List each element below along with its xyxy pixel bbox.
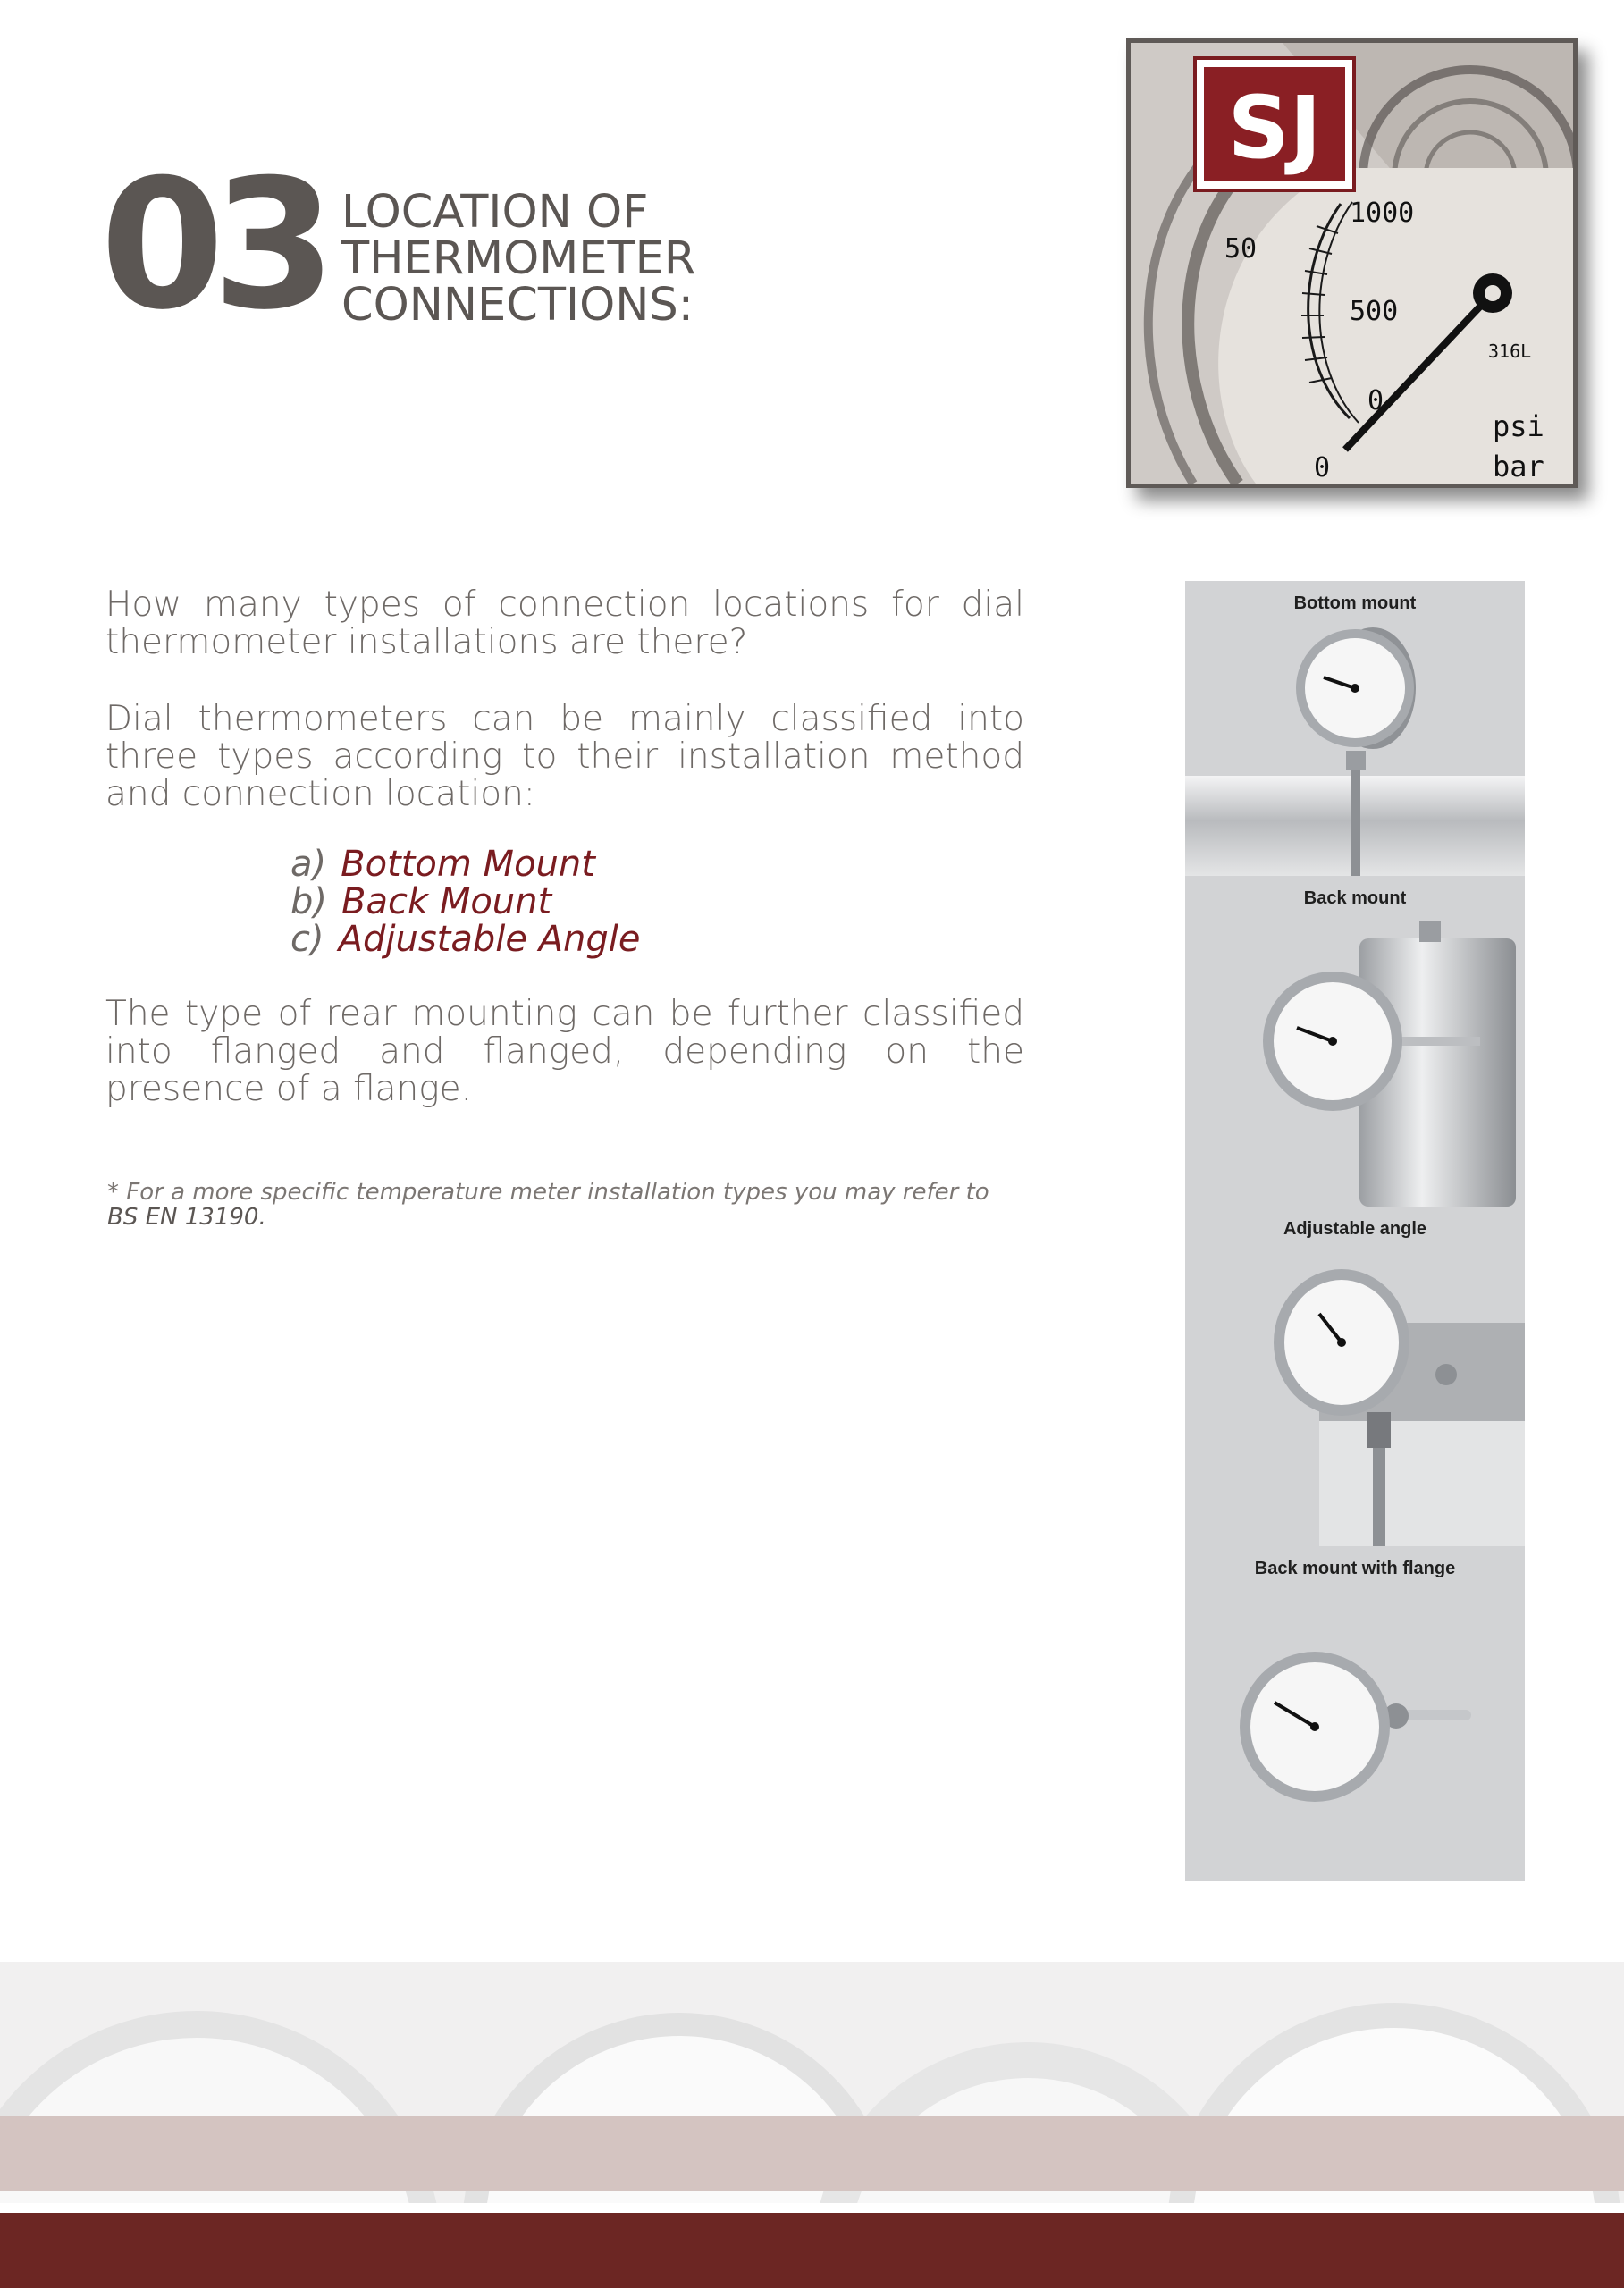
panel-caption: Bottom mount [1293, 593, 1417, 613]
gauge-label: 0 [1367, 385, 1384, 416]
gauge-label: 500 [1350, 296, 1399, 327]
list-item [290, 921, 641, 958]
back-mount-flange-image [1185, 1546, 1525, 1881]
list-item-letter: b) [290, 881, 327, 922]
gauge-label: psi [1493, 409, 1544, 443]
footer-bar [0, 2213, 1624, 2288]
section-number: 03 [100, 141, 324, 349]
gauge-label: 0 [1314, 452, 1331, 484]
panel-caption: Back mount [1303, 888, 1407, 908]
logo-text: SJ [1227, 78, 1322, 178]
gauge-label: bar [1493, 450, 1544, 484]
panel-caption: Back mount with flange [1254, 1559, 1456, 1578]
list-item-label: Bottom Mount [341, 844, 595, 885]
intro-question: How many types of connection locations for dial thermometer installations are there? [105, 585, 1024, 662]
section-title-line: THERMOMETER [341, 232, 696, 285]
gauge-label: 1000 [1350, 198, 1415, 229]
list-item-label: Adjustable Angle [338, 919, 641, 960]
list-item [290, 883, 641, 921]
list-item-letter: c) [290, 919, 324, 960]
footnote [107, 1180, 1026, 1230]
footnote-text: * For a more specific temperature meter installation types you may refer to [107, 1179, 989, 1206]
rear-mount-paragraph: The type of rear mounting can be further classified into flanged and flanged, depending on the presence of a flange. [105, 994, 1024, 1109]
gauge-label: 50 [1224, 233, 1258, 265]
section-title-line: CONNECTIONS: [341, 279, 694, 332]
adjustable-angle-image [1185, 1207, 1525, 1546]
intro-paragraph: Dial thermometers can be mainly classified into three types according to their installation method and connection location: [105, 699, 1024, 814]
list-item-label: Back Mount [341, 881, 552, 922]
section-title [341, 186, 806, 332]
gauge-label: 316L [1488, 341, 1532, 362]
back-mount-image [1185, 876, 1525, 1207]
panel-caption: Adjustable angle [1283, 1219, 1427, 1239]
mount-type-list [290, 845, 641, 958]
standard-reference: BS EN 13190. [107, 1204, 266, 1231]
list-item [290, 845, 641, 883]
bottom-mount-image [1185, 581, 1525, 876]
list-item-letter: a) [290, 844, 327, 885]
company-logo [1126, 38, 1578, 488]
footer-band [0, 2116, 1624, 2191]
section-title-line: LOCATION OF [341, 186, 649, 239]
